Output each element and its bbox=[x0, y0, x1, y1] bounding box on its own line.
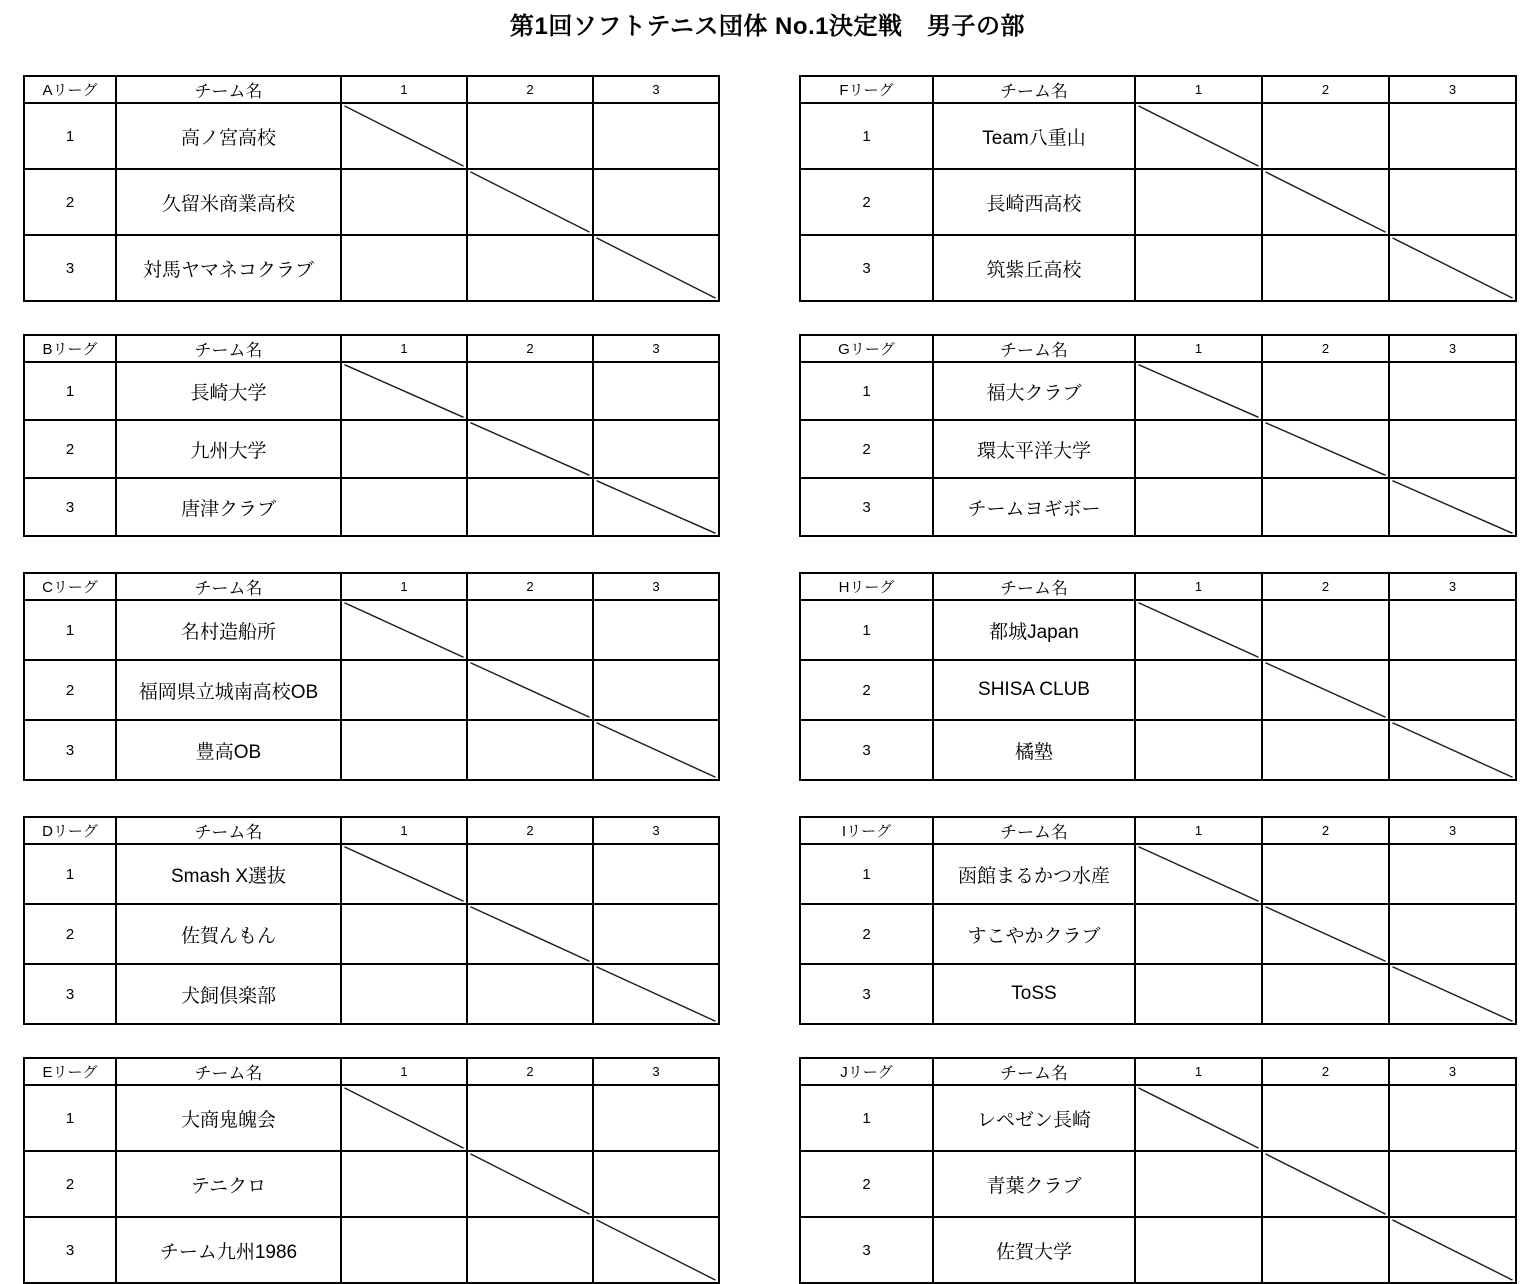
team-row bbox=[24, 600, 719, 660]
match-cell bbox=[341, 660, 467, 720]
team-number: 1 bbox=[24, 103, 116, 169]
team-row bbox=[24, 660, 719, 720]
self-match-diagonal-icon bbox=[1136, 1086, 1261, 1150]
team-number: 1 bbox=[24, 1085, 116, 1151]
team-number: 1 bbox=[24, 600, 116, 660]
self-match-diagonal-icon bbox=[1263, 1152, 1388, 1216]
team-name: 佐賀んもん bbox=[116, 904, 341, 964]
team-number: 2 bbox=[24, 660, 116, 720]
match-cell bbox=[341, 362, 467, 420]
league-table bbox=[23, 572, 720, 781]
league-name: Dリーグ bbox=[24, 817, 116, 844]
team-name: チームヨギボー bbox=[933, 478, 1135, 536]
team-column-header: チーム名 bbox=[116, 573, 341, 600]
match-cell bbox=[1262, 844, 1389, 904]
league-header-row bbox=[800, 573, 1516, 600]
match-column-header: 1 bbox=[1135, 573, 1262, 600]
self-match-diagonal-icon bbox=[468, 905, 592, 963]
match-cell bbox=[1389, 720, 1516, 780]
team-name: ToSS bbox=[933, 964, 1135, 1024]
self-match-diagonal-icon bbox=[1390, 479, 1515, 535]
match-cell bbox=[341, 420, 467, 478]
team-name: 大商鬼魄会 bbox=[116, 1085, 341, 1151]
team-number: 2 bbox=[24, 904, 116, 964]
match-cell bbox=[467, 1085, 593, 1151]
self-match-diagonal-icon bbox=[594, 236, 718, 300]
self-match-diagonal-icon bbox=[1136, 104, 1261, 168]
match-column-header: 1 bbox=[341, 76, 467, 103]
self-match-diagonal-icon bbox=[594, 965, 718, 1023]
team-row bbox=[24, 844, 719, 904]
league-table bbox=[23, 75, 720, 302]
team-number: 2 bbox=[24, 420, 116, 478]
match-column-header: 2 bbox=[1262, 1058, 1389, 1085]
match-cell bbox=[1262, 235, 1389, 301]
team-name: すこやかクラブ bbox=[933, 904, 1135, 964]
team-row bbox=[800, 235, 1516, 301]
team-row bbox=[24, 478, 719, 536]
self-match-diagonal-icon bbox=[1263, 170, 1388, 234]
match-column-header: 3 bbox=[593, 573, 719, 600]
match-column-header: 1 bbox=[341, 573, 467, 600]
league-name: Hリーグ bbox=[800, 573, 933, 600]
self-match-diagonal-icon bbox=[1390, 236, 1515, 300]
team-name: 唐津クラブ bbox=[116, 478, 341, 536]
match-cell bbox=[593, 660, 719, 720]
match-cell bbox=[1135, 478, 1262, 536]
match-column-header: 1 bbox=[341, 1058, 467, 1085]
team-row bbox=[800, 420, 1516, 478]
team-number: 1 bbox=[800, 1085, 933, 1151]
self-match-diagonal-icon bbox=[1390, 721, 1515, 779]
match-cell bbox=[341, 169, 467, 235]
team-column-header: チーム名 bbox=[116, 335, 341, 362]
match-cell bbox=[341, 1085, 467, 1151]
league-name: Jリーグ bbox=[800, 1058, 933, 1085]
team-number: 3 bbox=[800, 720, 933, 780]
league-header-row bbox=[24, 335, 719, 362]
league-name: Eリーグ bbox=[24, 1058, 116, 1085]
self-match-diagonal-icon bbox=[342, 845, 466, 903]
match-column-header: 1 bbox=[1135, 76, 1262, 103]
self-match-diagonal-icon bbox=[468, 170, 592, 234]
team-name: チーム九州1986 bbox=[116, 1217, 341, 1283]
left-column bbox=[23, 75, 720, 1284]
match-cell bbox=[593, 1085, 719, 1151]
match-cell bbox=[467, 420, 593, 478]
team-number: 3 bbox=[24, 478, 116, 536]
self-match-diagonal-icon bbox=[1136, 363, 1261, 419]
league-table bbox=[23, 334, 720, 537]
team-row bbox=[24, 235, 719, 301]
match-column-header: 2 bbox=[1262, 817, 1389, 844]
team-row bbox=[800, 1151, 1516, 1217]
match-cell bbox=[1262, 660, 1389, 720]
match-cell bbox=[1389, 1151, 1516, 1217]
team-name: 対馬ヤマネコクラブ bbox=[116, 235, 341, 301]
match-cell bbox=[467, 1151, 593, 1217]
self-match-diagonal-icon bbox=[594, 1218, 718, 1282]
match-column-header: 3 bbox=[593, 76, 719, 103]
league-header-row bbox=[800, 1058, 1516, 1085]
team-name: 名村造船所 bbox=[116, 600, 341, 660]
match-cell bbox=[1262, 1151, 1389, 1217]
team-row bbox=[24, 1217, 719, 1283]
match-column-header: 3 bbox=[1389, 76, 1516, 103]
match-cell bbox=[1135, 362, 1262, 420]
league-table bbox=[799, 816, 1517, 1025]
team-number: 2 bbox=[800, 1151, 933, 1217]
match-cell bbox=[1389, 844, 1516, 904]
league-header-row bbox=[24, 1058, 719, 1085]
team-name: 佐賀大学 bbox=[933, 1217, 1135, 1283]
match-cell bbox=[1135, 1217, 1262, 1283]
team-column-header: チーム名 bbox=[933, 335, 1135, 362]
team-column-header: チーム名 bbox=[933, 817, 1135, 844]
match-cell bbox=[467, 235, 593, 301]
match-cell bbox=[467, 103, 593, 169]
team-column-header: チーム名 bbox=[933, 1058, 1135, 1085]
team-number: 2 bbox=[24, 1151, 116, 1217]
league-table bbox=[799, 572, 1517, 781]
match-cell bbox=[341, 844, 467, 904]
match-column-header: 3 bbox=[1389, 335, 1516, 362]
team-number: 1 bbox=[800, 600, 933, 660]
match-column-header: 3 bbox=[593, 817, 719, 844]
self-match-diagonal-icon bbox=[342, 1086, 466, 1150]
match-column-header: 2 bbox=[467, 76, 593, 103]
match-cell bbox=[1262, 720, 1389, 780]
team-number: 3 bbox=[24, 235, 116, 301]
league-header-row bbox=[800, 76, 1516, 103]
team-name: 久留米商業高校 bbox=[116, 169, 341, 235]
team-name: 函館まるかつ水産 bbox=[933, 844, 1135, 904]
team-number: 2 bbox=[800, 169, 933, 235]
match-cell bbox=[1135, 169, 1262, 235]
self-match-diagonal-icon bbox=[1263, 421, 1388, 477]
match-column-header: 3 bbox=[1389, 817, 1516, 844]
team-number: 2 bbox=[800, 904, 933, 964]
match-cell bbox=[341, 478, 467, 536]
league-name: Fリーグ bbox=[800, 76, 933, 103]
team-row bbox=[800, 1217, 1516, 1283]
self-match-diagonal-icon bbox=[1136, 845, 1261, 903]
match-cell bbox=[1262, 362, 1389, 420]
match-cell bbox=[593, 478, 719, 536]
match-cell bbox=[1262, 964, 1389, 1024]
team-column-header: チーム名 bbox=[933, 76, 1135, 103]
match-column-header: 1 bbox=[1135, 1058, 1262, 1085]
match-cell bbox=[341, 720, 467, 780]
team-name: 筑紫丘高校 bbox=[933, 235, 1135, 301]
team-row bbox=[800, 600, 1516, 660]
team-column-header: チーム名 bbox=[933, 573, 1135, 600]
match-cell bbox=[1135, 964, 1262, 1024]
team-name: 長崎西高校 bbox=[933, 169, 1135, 235]
match-column-header: 2 bbox=[467, 573, 593, 600]
league-header-row bbox=[800, 817, 1516, 844]
team-name: 環太平洋大学 bbox=[933, 420, 1135, 478]
league-table bbox=[23, 1057, 720, 1284]
match-column-header: 1 bbox=[1135, 817, 1262, 844]
match-column-header: 1 bbox=[341, 817, 467, 844]
match-cell bbox=[1135, 844, 1262, 904]
match-cell bbox=[467, 904, 593, 964]
team-column-header: チーム名 bbox=[116, 1058, 341, 1085]
team-number: 3 bbox=[24, 964, 116, 1024]
match-cell bbox=[467, 478, 593, 536]
match-cell bbox=[593, 844, 719, 904]
team-number: 3 bbox=[800, 1217, 933, 1283]
match-cell bbox=[1135, 420, 1262, 478]
team-name: 長崎大学 bbox=[116, 362, 341, 420]
league-name: Bリーグ bbox=[24, 335, 116, 362]
match-column-header: 3 bbox=[593, 335, 719, 362]
match-cell bbox=[467, 720, 593, 780]
match-column-header: 1 bbox=[341, 335, 467, 362]
league-header-row bbox=[800, 335, 1516, 362]
team-name: テニクロ bbox=[116, 1151, 341, 1217]
team-name: 犬飼倶楽部 bbox=[116, 964, 341, 1024]
team-row bbox=[24, 904, 719, 964]
team-row bbox=[800, 720, 1516, 780]
self-match-diagonal-icon bbox=[1263, 661, 1388, 719]
match-cell bbox=[341, 235, 467, 301]
self-match-diagonal-icon bbox=[468, 661, 592, 719]
match-cell bbox=[593, 235, 719, 301]
team-row bbox=[24, 720, 719, 780]
match-column-header: 2 bbox=[467, 1058, 593, 1085]
league-table bbox=[799, 75, 1517, 302]
team-row bbox=[24, 1151, 719, 1217]
team-row bbox=[24, 169, 719, 235]
league-name: Aリーグ bbox=[24, 76, 116, 103]
self-match-diagonal-icon bbox=[468, 421, 592, 477]
match-cell bbox=[1389, 964, 1516, 1024]
team-row bbox=[24, 362, 719, 420]
team-number: 3 bbox=[800, 235, 933, 301]
team-name: 福大クラブ bbox=[933, 362, 1135, 420]
team-row bbox=[800, 904, 1516, 964]
league-header-row bbox=[24, 817, 719, 844]
self-match-diagonal-icon bbox=[342, 363, 466, 419]
team-number: 2 bbox=[800, 660, 933, 720]
team-row bbox=[800, 103, 1516, 169]
team-row bbox=[800, 660, 1516, 720]
match-cell bbox=[341, 1217, 467, 1283]
match-cell bbox=[1389, 235, 1516, 301]
match-column-header: 2 bbox=[467, 335, 593, 362]
match-cell bbox=[1262, 478, 1389, 536]
match-cell bbox=[467, 169, 593, 235]
team-number: 2 bbox=[800, 420, 933, 478]
match-cell bbox=[593, 420, 719, 478]
match-cell bbox=[593, 103, 719, 169]
page-title: 第1回ソフトテニス団体 No.1決定戦 男子の部 bbox=[509, 13, 1026, 40]
league-table bbox=[23, 816, 720, 1025]
team-row bbox=[800, 844, 1516, 904]
team-name: 橘塾 bbox=[933, 720, 1135, 780]
match-cell bbox=[593, 964, 719, 1024]
match-cell bbox=[467, 964, 593, 1024]
match-cell bbox=[1389, 1217, 1516, 1283]
team-number: 1 bbox=[800, 362, 933, 420]
match-column-header: 3 bbox=[1389, 1058, 1516, 1085]
match-cell bbox=[341, 103, 467, 169]
match-cell bbox=[593, 169, 719, 235]
league-header-row bbox=[24, 573, 719, 600]
team-row bbox=[24, 420, 719, 478]
match-cell bbox=[467, 1217, 593, 1283]
match-column-header: 2 bbox=[1262, 335, 1389, 362]
match-cell bbox=[341, 964, 467, 1024]
match-cell bbox=[341, 904, 467, 964]
team-name: 九州大学 bbox=[116, 420, 341, 478]
league-name: Iリーグ bbox=[800, 817, 933, 844]
team-number: 3 bbox=[24, 1217, 116, 1283]
match-cell bbox=[1389, 478, 1516, 536]
self-match-diagonal-icon bbox=[1390, 1218, 1515, 1282]
match-cell bbox=[1389, 103, 1516, 169]
team-name: SHISA CLUB bbox=[933, 660, 1135, 720]
team-row bbox=[800, 478, 1516, 536]
match-cell bbox=[467, 660, 593, 720]
league-table bbox=[799, 1057, 1517, 1284]
match-cell bbox=[1262, 1217, 1389, 1283]
team-name: 青葉クラブ bbox=[933, 1151, 1135, 1217]
match-cell bbox=[1389, 904, 1516, 964]
match-cell bbox=[1262, 103, 1389, 169]
match-cell bbox=[1389, 362, 1516, 420]
match-column-header: 1 bbox=[1135, 335, 1262, 362]
self-match-diagonal-icon bbox=[594, 721, 718, 779]
self-match-diagonal-icon bbox=[342, 104, 466, 168]
match-cell bbox=[467, 600, 593, 660]
self-match-diagonal-icon bbox=[342, 601, 466, 659]
league-table bbox=[799, 334, 1517, 537]
match-cell bbox=[467, 844, 593, 904]
team-row bbox=[24, 964, 719, 1024]
team-number: 1 bbox=[24, 844, 116, 904]
team-number: 1 bbox=[24, 362, 116, 420]
match-cell bbox=[593, 1151, 719, 1217]
match-cell bbox=[1262, 600, 1389, 660]
team-row bbox=[24, 103, 719, 169]
league-name: Gリーグ bbox=[800, 335, 933, 362]
match-cell bbox=[593, 362, 719, 420]
team-name: Smash X選抜 bbox=[116, 844, 341, 904]
team-row bbox=[800, 1085, 1516, 1151]
team-row bbox=[800, 169, 1516, 235]
match-column-header: 2 bbox=[1262, 573, 1389, 600]
team-number: 1 bbox=[800, 844, 933, 904]
match-cell bbox=[1389, 1085, 1516, 1151]
self-match-diagonal-icon bbox=[1390, 965, 1515, 1023]
match-cell bbox=[593, 1217, 719, 1283]
team-name: 都城Japan bbox=[933, 600, 1135, 660]
team-number: 2 bbox=[24, 169, 116, 235]
match-cell bbox=[593, 600, 719, 660]
self-match-diagonal-icon bbox=[1263, 905, 1388, 963]
league-columns bbox=[23, 75, 1512, 1284]
match-cell bbox=[341, 600, 467, 660]
team-name: Team八重山 bbox=[933, 103, 1135, 169]
team-number: 3 bbox=[800, 964, 933, 1024]
match-cell bbox=[1389, 169, 1516, 235]
match-cell bbox=[1262, 1085, 1389, 1151]
match-column-header: 2 bbox=[467, 817, 593, 844]
team-name: 高ノ宮高校 bbox=[116, 103, 341, 169]
match-cell bbox=[1389, 420, 1516, 478]
match-cell bbox=[593, 904, 719, 964]
match-cell bbox=[1135, 660, 1262, 720]
right-column bbox=[799, 75, 1517, 1284]
team-name: 福岡県立城南高校OB bbox=[116, 660, 341, 720]
match-cell bbox=[1262, 420, 1389, 478]
team-row bbox=[800, 362, 1516, 420]
match-cell bbox=[1389, 600, 1516, 660]
match-column-header: 3 bbox=[1389, 573, 1516, 600]
team-row bbox=[800, 964, 1516, 1024]
league-header-row bbox=[24, 76, 719, 103]
team-column-header: チーム名 bbox=[116, 76, 341, 103]
match-column-header: 2 bbox=[1262, 76, 1389, 103]
match-cell bbox=[467, 362, 593, 420]
match-cell bbox=[1135, 235, 1262, 301]
league-name: Cリーグ bbox=[24, 573, 116, 600]
self-match-diagonal-icon bbox=[468, 1152, 592, 1216]
team-number: 1 bbox=[800, 103, 933, 169]
self-match-diagonal-icon bbox=[594, 479, 718, 535]
team-number: 3 bbox=[24, 720, 116, 780]
match-cell bbox=[1135, 720, 1262, 780]
match-cell bbox=[1262, 169, 1389, 235]
match-cell bbox=[1135, 1151, 1262, 1217]
match-cell bbox=[341, 1151, 467, 1217]
team-row bbox=[24, 1085, 719, 1151]
match-cell bbox=[1135, 103, 1262, 169]
self-match-diagonal-icon bbox=[1136, 601, 1261, 659]
match-cell bbox=[1262, 904, 1389, 964]
match-column-header: 3 bbox=[593, 1058, 719, 1085]
team-name: レペゼン長崎 bbox=[933, 1085, 1135, 1151]
team-name: 豊高OB bbox=[116, 720, 341, 780]
team-column-header: チーム名 bbox=[116, 817, 341, 844]
match-cell bbox=[1135, 1085, 1262, 1151]
team-number: 3 bbox=[800, 478, 933, 536]
match-cell bbox=[1389, 660, 1516, 720]
match-cell bbox=[1135, 600, 1262, 660]
match-cell bbox=[593, 720, 719, 780]
match-cell bbox=[1135, 904, 1262, 964]
